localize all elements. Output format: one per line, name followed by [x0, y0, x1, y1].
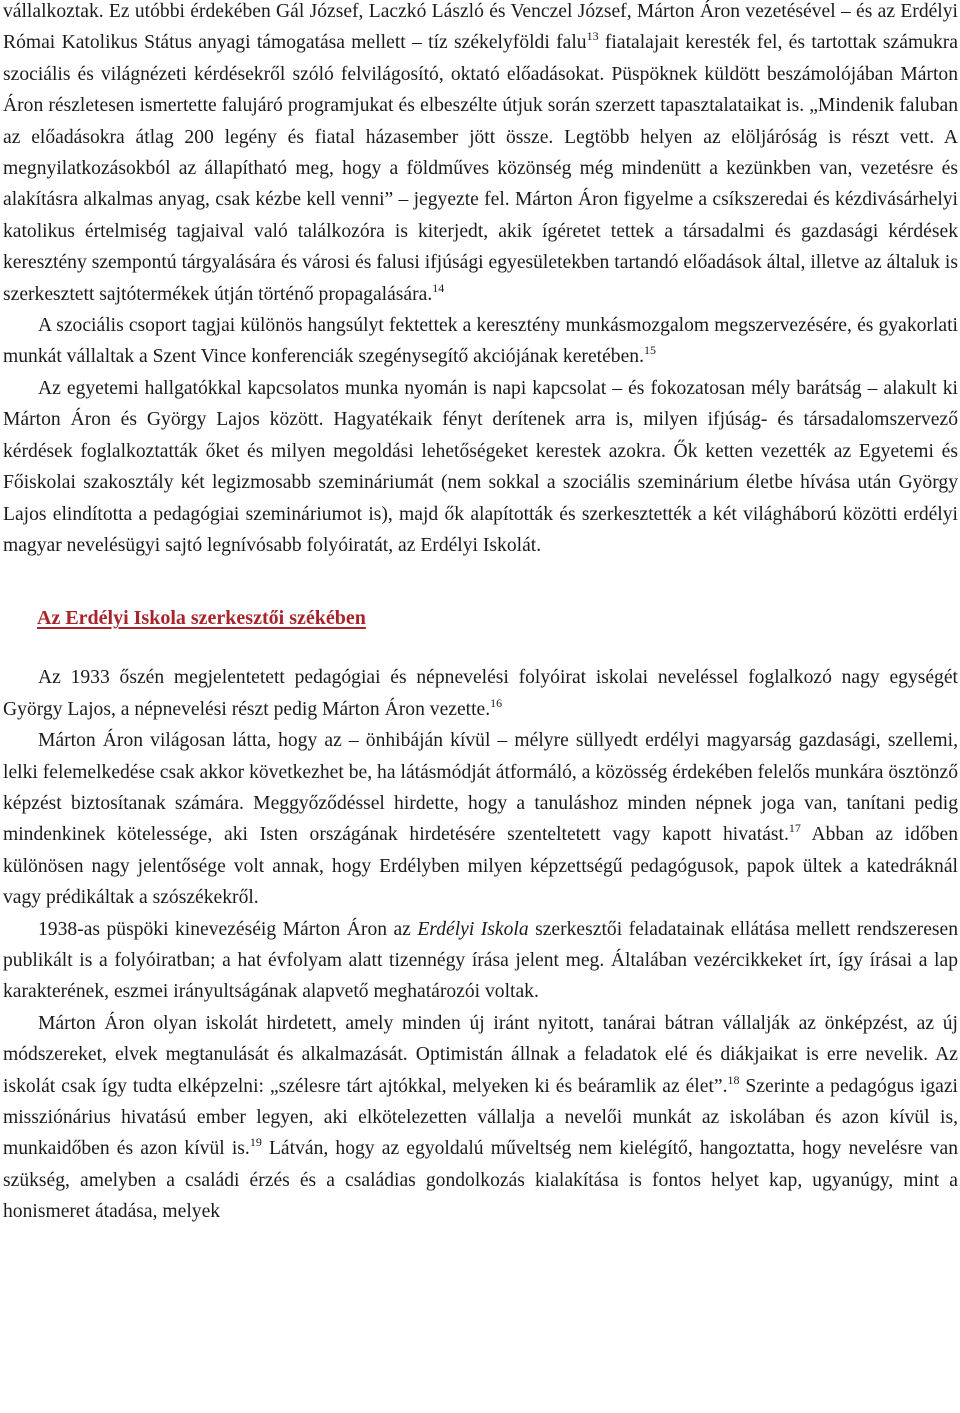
footnote-ref: 14	[432, 280, 445, 295]
italic-title: Erdélyi Iskola	[417, 918, 529, 940]
text-run: vállalkoztak. Ez utóbbi érdekében Gál József, Laczkó László és Venczel József, Márton Áron vezetésével – és az Erdélyi Római Katolikus Státus anyagi támogatása mellett – tíz székelyföldi falu	[3, 1, 958, 54]
text-run: szerkesztői feladatainak ellátása mellett rendszeresen publikált is a folyóiratban; a hat évfolyam alatt tizennégy írása jelent meg. Általában vezércikkeket írt, így írásai a lap karakterének, eszmei irányultságának alapvető meghatározói voltak.	[3, 918, 959, 1003]
text-run: Abban az időben különösen nagy jelentősége volt annak, hogy Erdélyben milyen képzettségű pedagógusok, papok ültek a katedráknál vagy prédikáltak a szószékekről.	[3, 824, 958, 909]
paragraph-p7	[3, 1008, 958, 1228]
body-text-after-heading	[3, 662, 958, 1227]
text-run: Az egyetemi hallgatókkal kapcsolatos munka nyomán is napi kapcsolat – és fokozatosan mély barátság – alakult ki Márton Áron és György Lajos között. Hagyatékaik fényt derítenek arra is, milyen ifjúság- és társadalomszervező kérdések foglalkoztatták őket és milyen megoldási lehetőségeket kerestek azokra. Ők ketten vezették az Egyetemi és Főiskolai szakosztály két legizmosabb szemináriumát (nem sokkal a szociális szeminárium életbe hívása után György Lajos elindította a pedagógiai szemináriumot is), majd ők alapították és szerkesztették a két világháború közötti erdélyi magyar nevelésügyi sajtó legnívósabb folyóiratát, az Erdélyi Iskolát.	[3, 377, 958, 556]
text-run: fiatalajait keresték fel, és tartottak számukra szociális és világnézeti kérdésekről szóló felvilágosító, oktató előadásokat. Püspöknek küldött beszámolójában Márton Áron részletesen ismertette falujáró programjukat és elbeszélte útjuk során szerzett tapasztalataikat is. „Mindenik faluban az előadásokra átlag 200 legény és fiatal házasember jött össze. Legtöbb helyen az elöljáróság is részt vett. A megnyilatkozásokból az állapítható meg, hogy a földműves közönség még mindenütt a kezünkben van, vezetésre és alakításra alkalmas anyag, csak kézbe kell venni” – jegyezte fel. Márton Áron figyelme a csíkszeredai és kézdivásárhelyi katolikus értelmiség tagjaival való találkozóra is kiterjedt, akik ígéretet tettek a társadalmi és gazdasági kérdések keresztény szempontú tárgyalására és városi és falusi ifjúsági egyesületekben tartandó előadások által, illetve az általuk is szerkesztett sajtótermékek útján történő propagalására.	[3, 32, 959, 305]
text-run: A szociális csoport tagjai különös hangsúlyt fektettek a keresztény munkásmozgalom megszervezésére, és gyakorlati munkát vállaltak a Szent Vince konferenciák szegénysegítő akciójának keretében.	[3, 315, 958, 368]
text-run: 1938-as püspöki kinevezéséig Márton Áron az	[38, 918, 418, 940]
paragraph-p3	[3, 373, 958, 561]
paragraph-p2	[3, 310, 958, 373]
footnote-ref: 19	[249, 1135, 262, 1150]
paragraph-p6	[3, 914, 958, 1008]
paragraph-p1	[3, 0, 958, 310]
document-page	[3, 0, 958, 1228]
text-run: Szerinte a pedagógus igazi missziónárius hivatású ember legyen, aki elkötelezetten vállalja a nevelői munkát az iskolában és azon kívül is, munkaidőben és azon kívül is.	[3, 1075, 958, 1160]
footnote-ref: 13	[586, 29, 599, 44]
footnote-ref: 18	[727, 1072, 740, 1087]
paragraph-p5	[3, 725, 958, 913]
footnote-ref: 16	[490, 695, 503, 710]
text-run: Látván, hogy az egyoldalú műveltség nem kielégítő, hangoztatta, hogy nevelésre van szükség, amelyben a családi érzés és a családias gondolkozás kialakítása is fontos helyet kap, ugyanúgy, mint a honismeret átadása, melyek	[3, 1138, 958, 1223]
footnote-ref: 17	[788, 821, 801, 836]
paragraph-p4	[3, 662, 958, 725]
body-text-before-heading	[3, 0, 958, 561]
text-run: Az 1933 őszén megjelentetett pedagógiai és népnevelési folyóirat iskolai neveléssel foglalkozó nagy egységét György Lajos, a népnevelési részt pedig Márton Áron vezette.	[3, 667, 958, 720]
text-run: Márton Áron világosan látta, hogy az – önhibáján kívül – mélyre süllyedt erdélyi magyarság gazdasági, szellemi, lelki felemelkedése csak akkor következhet be, ha látásmódját átformáló, a közösség érdekében felelős munkára ösztönző képzést biztosítanak számára. Meggyőződéssel hirdette, hogy a tanuláshoz minden népnek joga van, tanítani pedig mindenkinek kötelessége, aki Isten országának hirdetésére szenteltetett vagy kapott hivatást.	[3, 730, 958, 846]
footnote-ref: 15	[643, 343, 656, 358]
text-run: Márton Áron olyan iskolát hirdetett, amely minden új iránt nyitott, tanárai bátran vállalják az önképzést, az új módszereket, elvek megtanulását és alkalmazását. Optimistán állnak a feladatok elé és diákjaikat is erre nevelik. Az iskolát csak így tudta elképzelni: „szélesre tárt ajtókkal, melyeken ki és beáramlik az élet”.	[3, 1012, 958, 1097]
section-heading: Az Erdélyi Iskola szerkesztői székében	[37, 607, 366, 630]
